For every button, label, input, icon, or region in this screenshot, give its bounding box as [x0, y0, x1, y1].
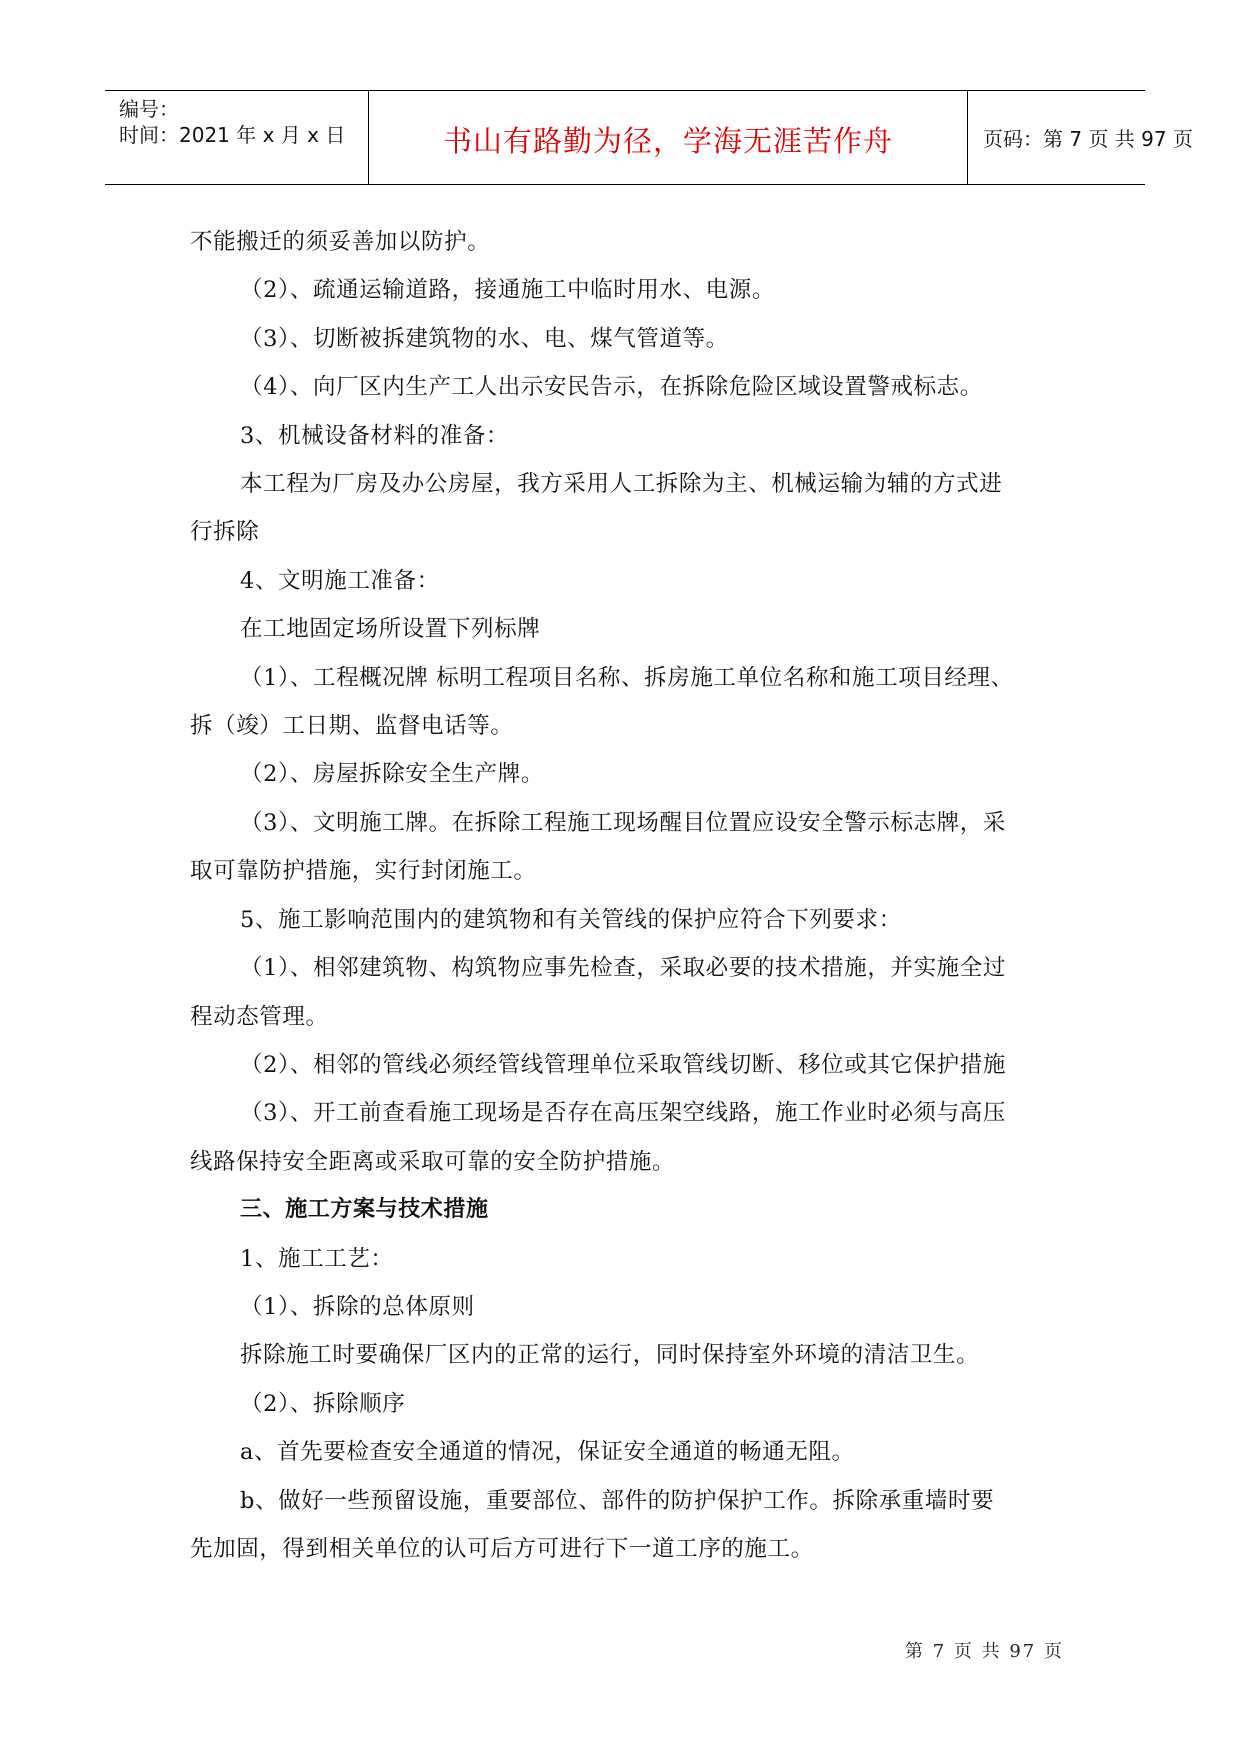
section-heading: 三、施工方案与技术措施: [240, 1197, 489, 1223]
paragraph-line: 拆（竣）工日期、监督电话等。: [190, 713, 514, 740]
paragraph-line: a、首先要检查安全通道的情况，保证安全通道的畅通无阻。: [240, 1439, 855, 1466]
paragraph-line: 先加固，得到相关单位的认可后方可进行下一道工序的施工。: [190, 1535, 814, 1562]
paragraph-line: （2）、房屋拆除安全生产牌。: [240, 761, 544, 788]
paragraph-line: 1、施工工艺：: [240, 1245, 394, 1272]
document-header: [105, 90, 1193, 185]
paragraph-line: 程动态管理。: [190, 1003, 329, 1030]
header-motto: 书山有路勤为径，学海无涯苦作舟: [442, 124, 893, 158]
page-footer: 第 7 页 共 97 页: [905, 1641, 1064, 1662]
header-motto-cell: [368, 91, 968, 184]
paragraph-line: （3）、开工前查看施工现场是否存在高压架空线路，施工作业时必须与高压: [240, 1100, 1006, 1127]
paragraph-line: 线路保持安全距离或采取可靠的安全防护措施。: [190, 1148, 676, 1175]
paragraph-line: （4）、向厂区内生产工人出示安民告示，在拆除危险区域设置警戒标志。: [240, 374, 983, 401]
paragraph-line: （2）、相邻的管线必须经管线管理单位采取管线切断、移位或其它保护措施: [240, 1051, 1006, 1078]
paragraph-line: 4、文明施工准备：: [240, 567, 440, 594]
paragraph-line: （1）、工程概况牌 标明工程项目名称、拆房施工单位名称和施工项目经理、: [240, 664, 1014, 691]
paragraph-line: （2）、疏通运输道路，接通施工中临时用水、电源。: [240, 277, 775, 304]
paragraph-line: 取可靠防护措施，实行封闭施工。: [190, 858, 537, 885]
paragraph-line: 行拆除: [190, 519, 260, 546]
paragraph-line: （1）、拆除的总体原则: [240, 1293, 475, 1320]
paragraph-line: 3、机械设备材料的准备：: [240, 422, 510, 449]
header-page-code: 页码：第 7 页 共 97 页: [983, 127, 1193, 151]
paragraph-line: b、做好一些预留设施，重要部位、部件的防护保护工作。拆除承重墙时要: [240, 1487, 995, 1514]
document-body: [190, 218, 1060, 1573]
paragraph-line: 本工程为厂房及办公房屋，我方采用人工拆除为主、机械运输为辅的方式进: [240, 471, 1003, 498]
document-number-label: 编号：: [119, 97, 179, 121]
paragraph-line: 不能搬迁的须妥善加以防护。: [190, 229, 491, 255]
paragraph-line: （3）、文明施工牌。在拆除工程施工现场醒目位置应设安全警示标志牌，采: [240, 809, 1006, 836]
document-time-label: 时间：2021 年 x 月 x 日: [119, 123, 346, 147]
paragraph-line: （3）、切断被拆建筑物的水、电、煤气管道等。: [240, 325, 729, 352]
paragraph-line: （2）、拆除顺序: [240, 1390, 406, 1417]
paragraph-line: （1）、相邻建筑物、构筑物应事先检查，采取必要的技术措施，并实施全过: [240, 955, 1006, 982]
paragraph-line: 5、施工影响范围内的建筑物和有关管线的保护应符合下列要求：: [240, 906, 902, 933]
header-page-cell: [967, 91, 1193, 184]
paragraph-line: 在工地固定场所设置下列标牌: [240, 616, 541, 643]
header-info-cell: [105, 91, 368, 184]
paragraph-line: 拆除施工时要确保厂区内的正常的运行，同时保持室外环境的清洁卫生。: [240, 1342, 980, 1369]
